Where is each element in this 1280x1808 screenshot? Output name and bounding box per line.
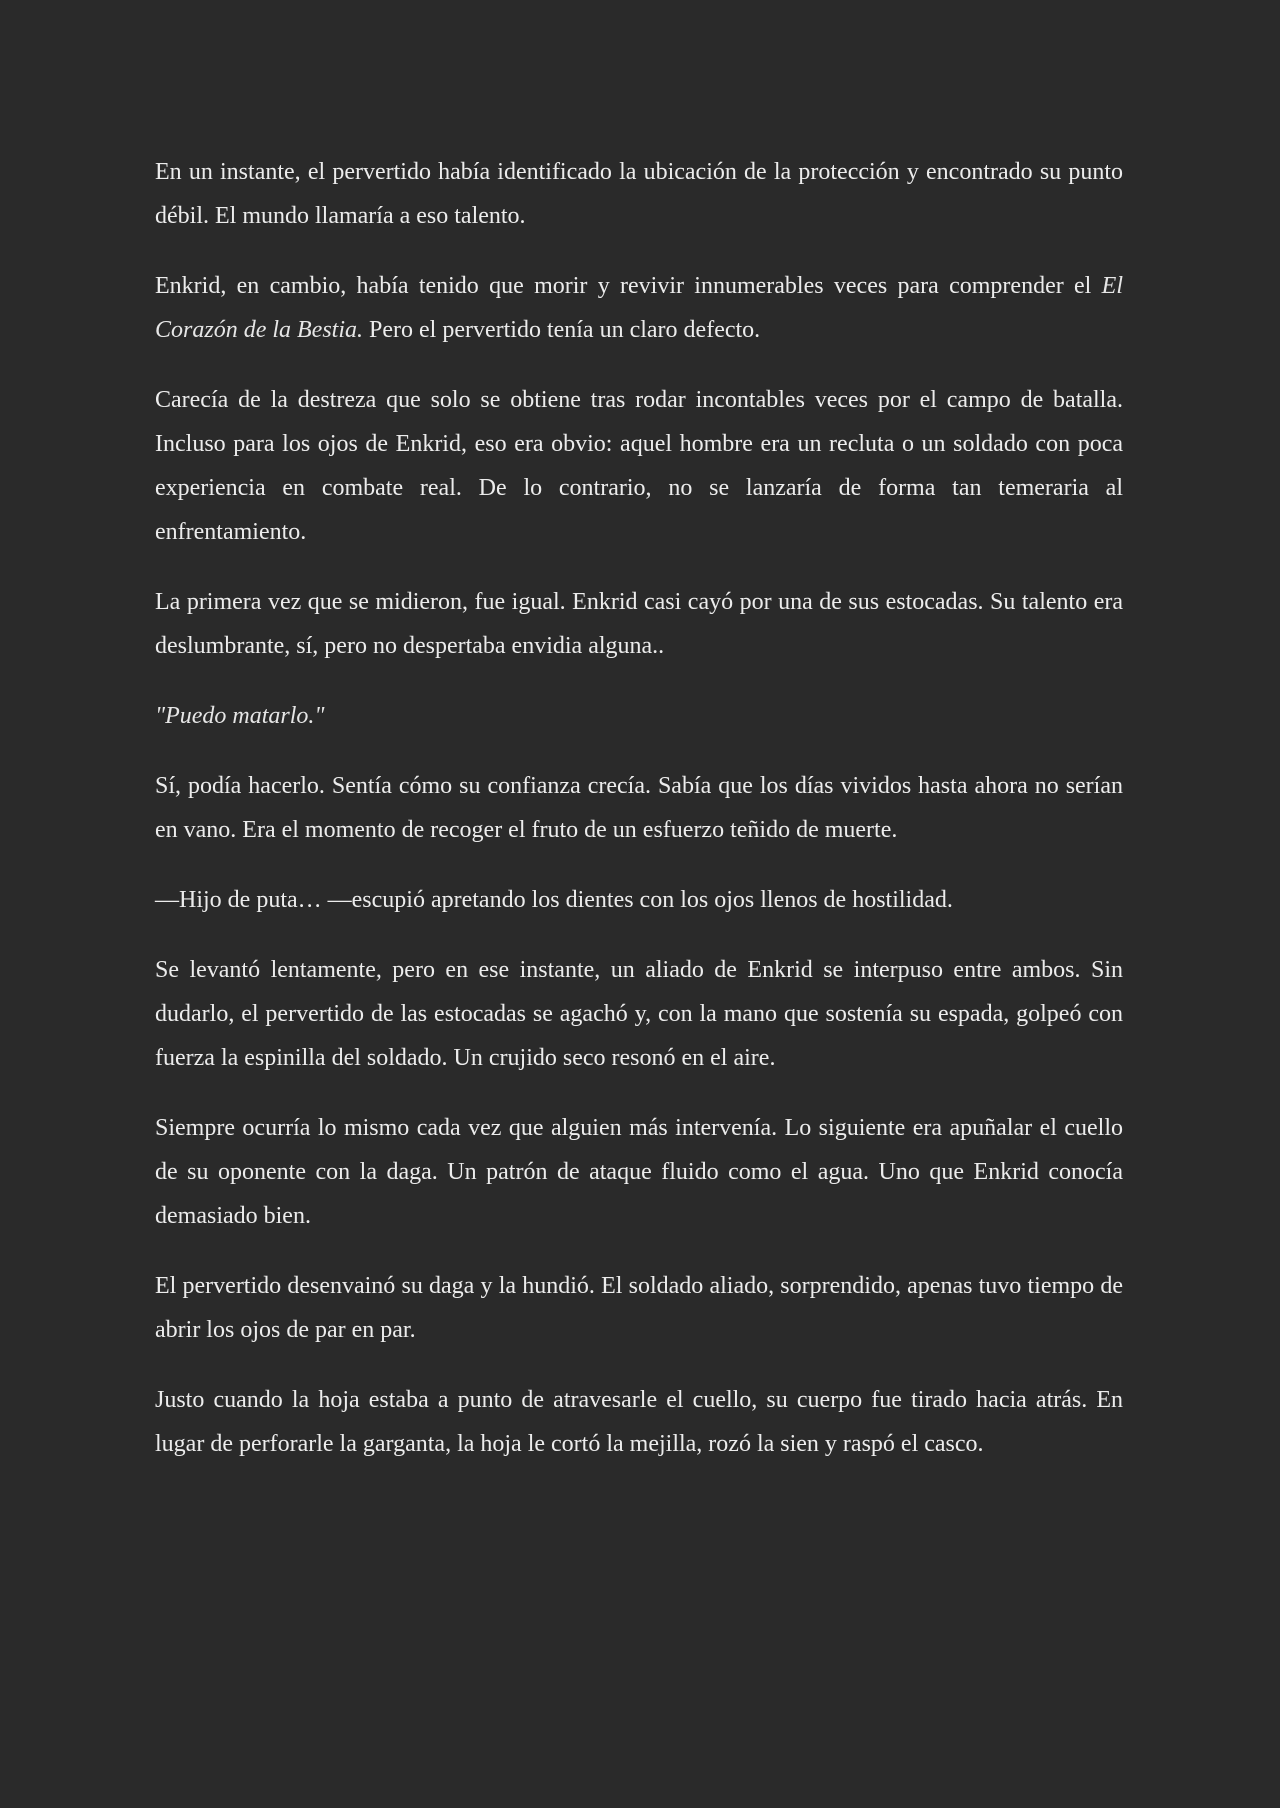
- paragraph: Siempre ocurría lo mismo cada vez que alguien más intervenía. Lo siguiente era apuñalar el cuello de su oponente con la daga. Un patrón de ataque fluido como el agua. Uno que Enkrid conocía demasiado bien.: [155, 1115, 1123, 1229]
- paragraph: [155, 264, 1123, 352]
- book-title-italic: El Corazón de la Bestia.: [155, 273, 1123, 343]
- paragraph-thought: [155, 694, 1123, 738]
- paragraph: Sí, podía hacerlo. Sentía cómo su confianza crecía. Sabía que los días vividos hasta ahora no serían en vano. Era el momento de recoger el fruto de un esfuerzo teñido de muerte.: [155, 773, 1123, 843]
- paragraph: En un instante, el pervertido había identificado la ubicación de la protección y encontrado su punto débil. El mundo llamaría a eso talento.: [155, 159, 1123, 229]
- paragraph: El pervertido desenvainó su daga y la hundió. El soldado aliado, sorprendido, apenas tuvo tiempo de abrir los ojos de par en par.: [155, 1273, 1123, 1343]
- paragraph-text: Enkrid, en cambio, había tenido que morir y revivir innumerables veces para comprender el: [155, 273, 1102, 299]
- inner-thought-italic: "Puedo matarlo.": [155, 703, 325, 729]
- paragraph-dialogue: —Hijo de puta… —escupió apretando los dientes con los ojos llenos de hostilidad.: [155, 887, 953, 913]
- paragraph-text: Pero el pervertido tenía un claro defecto.: [363, 317, 761, 343]
- document-page: [155, 150, 1123, 1492]
- paragraph: Justo cuando la hoja estaba a punto de atravesarle el cuello, su cuerpo fue tirado hacia atrás. En lugar de perforarle la garganta, la hoja le cortó la mejilla, rozó la sien y raspó el casco.: [155, 1387, 1123, 1457]
- paragraph: La primera vez que se midieron, fue igual. Enkrid casi cayó por una de sus estocadas. Su talento era deslumbrante, sí, pero no despertaba envidia alguna..: [155, 589, 1123, 659]
- paragraph: Carecía de la destreza que solo se obtiene tras rodar incontables veces por el campo de batalla. Incluso para los ojos de Enkrid, eso era obvio: aquel hombre era un recluta o un soldado con poca experiencia en combate real. De lo contrario, no se lanzaría de forma tan temeraria al enfrentamiento.: [155, 387, 1123, 545]
- paragraph: Se levantó lentamente, pero en ese instante, un aliado de Enkrid se interpuso entre ambos. Sin dudarlo, el pervertido de las estocadas se agachó y, con la mano que sostenía su espada, golpeó con fuerza la espinilla del soldado. Un crujido seco resonó en el aire.: [155, 957, 1123, 1071]
